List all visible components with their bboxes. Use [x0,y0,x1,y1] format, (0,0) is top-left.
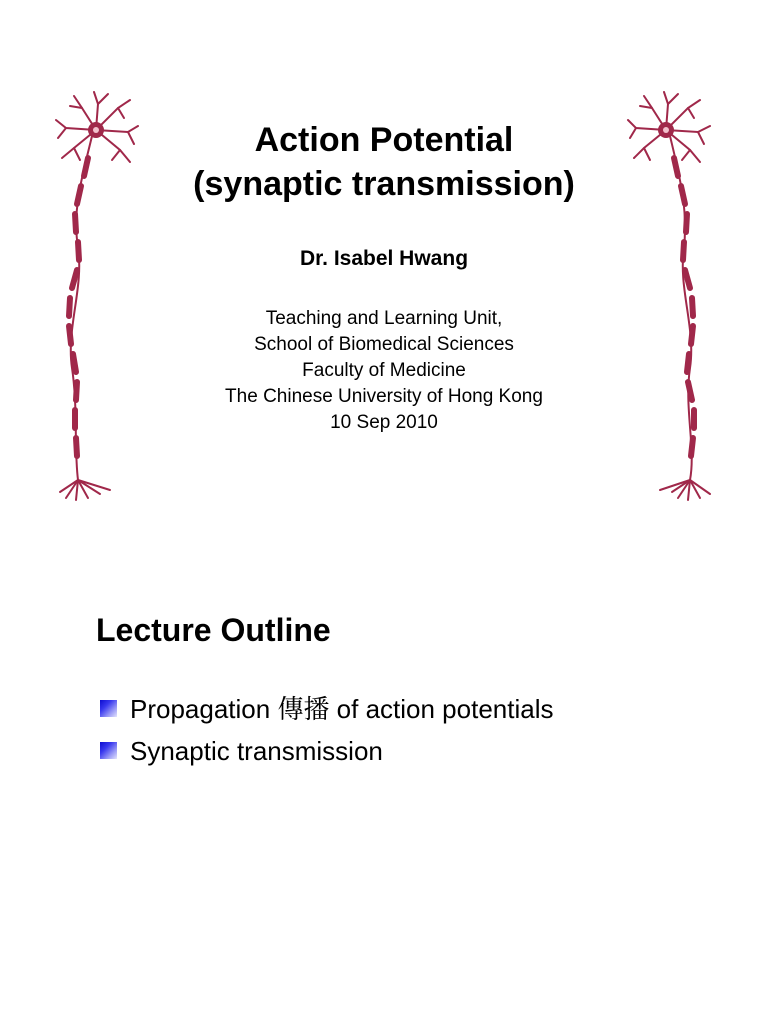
bullet-text: Synaptic transmission [130,736,383,766]
author-name: Dr. Isabel Hwang [299,247,469,270]
square-bullet-icon [100,742,117,759]
square-bullet-icon [100,700,117,717]
outline-slide [0,560,768,1024]
neuron-left-icon [52,88,142,518]
bullet-item [96,688,696,730]
outline-heading: Lecture Outline [96,612,331,648]
affiliation-school: School of Biomedical Sciences [254,334,514,355]
bullet-text: Propagation 傳播 of action potentials [130,694,554,724]
neuron-right-icon [626,88,716,518]
affiliation-unit: Teaching and Learning Unit, [265,308,503,329]
presentation-date: 10 Sep 2010 [330,412,438,433]
affiliation-block [150,306,618,436]
bullet-item [96,730,696,772]
affiliation-university: The Chinese University of Hong Kong [225,386,543,407]
affiliation-faculty: Faculty of Medicine [302,360,466,381]
bullet-list [96,688,696,772]
slide-title-line-2: (synaptic transmission) [193,165,575,203]
slide-title-line-1: Action Potential [254,121,514,159]
